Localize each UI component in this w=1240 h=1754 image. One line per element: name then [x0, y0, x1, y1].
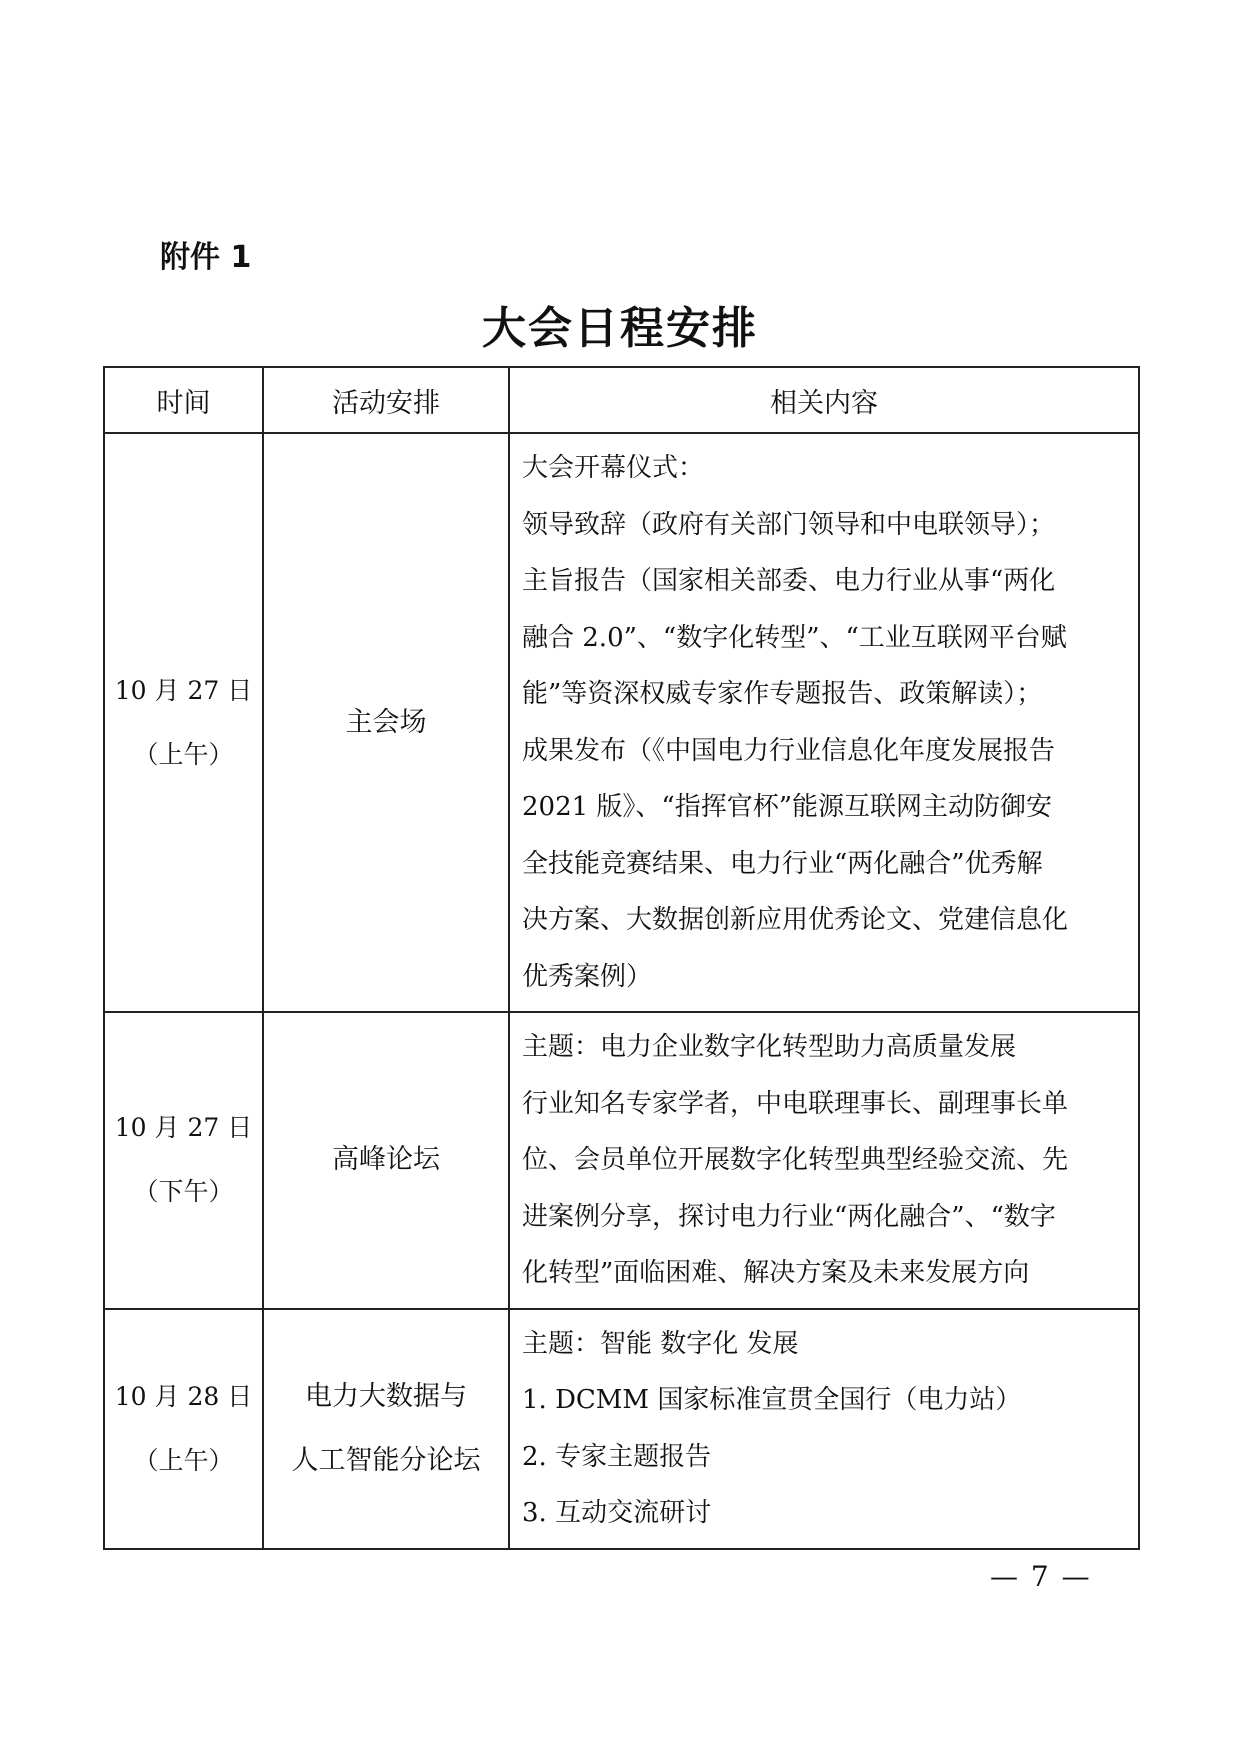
activity-cell — [263, 1012, 509, 1309]
content-cell — [509, 1309, 1139, 1549]
content-line: 2021 版》、“指挥官杯”能源互联网主动防御安 — [522, 792, 1053, 822]
content-cell — [509, 1012, 1139, 1309]
content-line: 主旨报告（国家相关部委、电力行业从事“两化 — [522, 566, 1056, 596]
content-line: 3. 互动交流研讨 — [522, 1498, 712, 1528]
period-text: （下午） — [133, 1177, 234, 1207]
content-line: 决方案、大数据创新应用优秀论文、党建信息化 — [522, 905, 1069, 935]
content-line: 领导致辞（政府有关部门领导和中电联领导）； — [522, 509, 1056, 540]
table-row — [104, 1309, 1139, 1549]
content-line: 位、会员单位开展数字化转型典型经验交流、先 — [522, 1145, 1069, 1175]
content-line: 优秀案例） — [522, 961, 653, 992]
content-cell — [509, 433, 1139, 1012]
header-content: 相关内容 — [509, 367, 1139, 433]
content-line: 2. 专家主题报告 — [522, 1441, 712, 1472]
schedule-table — [103, 366, 1140, 1550]
table-row — [104, 1012, 1139, 1309]
content-line: 主题：电力企业数字化转型助力高质量发展 — [522, 1032, 1017, 1062]
content-line: 能”等资深权威专家作专题报告、政策解读）； — [522, 679, 1043, 709]
content-line: 大会开幕仪式： — [522, 453, 705, 483]
content-line: 全技能竞赛结果、电力行业“两化融合”优秀解 — [522, 848, 1043, 879]
period-text: （上午） — [133, 739, 234, 769]
content-line: 行业知名专家学者，中电联理事长、副理事长单 — [522, 1088, 1069, 1119]
content-line: 主题：智能 数字化 发展 — [522, 1328, 799, 1359]
date-text: 10 月 28 日 — [114, 1381, 253, 1411]
content-line: 融合 2.0”、“数字化转型”、“工业互联网平台赋 — [522, 622, 1067, 653]
activity-text: 人工智能分论坛 — [291, 1444, 481, 1476]
header-activity: 活动安排 — [263, 367, 509, 433]
table-header-row — [104, 367, 1139, 433]
activity-cell — [263, 1309, 509, 1549]
content-line: 进案例分享，探讨电力行业“两化融合”、“数字 — [522, 1201, 1056, 1232]
activity-text: 高峰论坛 — [332, 1144, 440, 1176]
content-line: 成果发布（《中国电力行业信息化年度发展报告 — [522, 735, 1056, 766]
table-row — [104, 433, 1139, 1012]
page-title: 大会日程安排 — [482, 303, 758, 354]
content-line: 化转型”面临困难、解决方案及未来发展方向 — [522, 1258, 1030, 1288]
period-text: （上午） — [133, 1445, 234, 1475]
time-cell — [104, 1309, 263, 1549]
date-text: 10 月 27 日 — [114, 1113, 253, 1143]
activity-text: 电力大数据与 — [305, 1380, 467, 1412]
activity-text: 主会场 — [345, 706, 427, 738]
header-time: 时间 — [104, 367, 263, 433]
content-line: 1. DCMM 国家标准宣贯全国行（电力站） — [522, 1385, 1022, 1415]
page-number: — 7 — — [990, 1560, 1092, 1593]
attachment-label: 附件 1 — [160, 240, 252, 275]
time-cell — [104, 1012, 263, 1309]
activity-cell — [263, 433, 509, 1012]
time-cell — [104, 433, 263, 1012]
date-text: 10 月 27 日 — [114, 675, 253, 705]
